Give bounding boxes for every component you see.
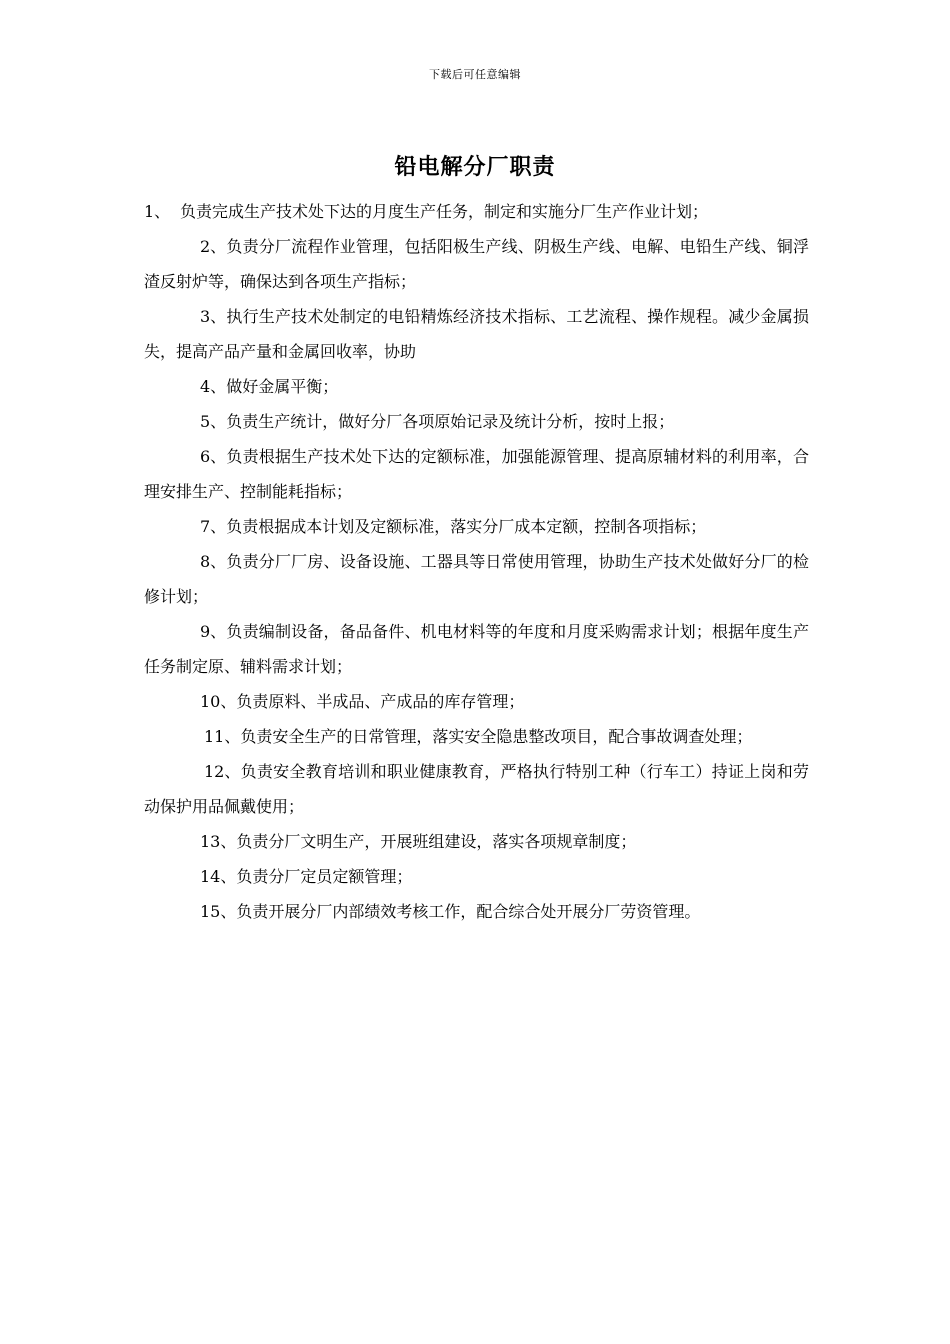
duty-number: 7、	[200, 517, 227, 536]
duty-item-2	[144, 229, 809, 299]
duty-number: 13、	[200, 832, 237, 851]
duty-item-1	[144, 194, 809, 229]
duty-item-11	[144, 719, 809, 754]
download-note: 下载后可任意编辑	[429, 68, 521, 81]
duty-item-8	[144, 544, 809, 614]
duty-number: 11、	[204, 727, 241, 746]
duty-item-9	[144, 614, 809, 684]
duty-number: 15、	[200, 902, 237, 921]
duty-text: 负责分厂定员定额管理；	[236, 867, 413, 886]
duty-number: 9、	[200, 622, 227, 641]
duty-item-4	[144, 369, 809, 404]
duty-text: 负责安全生产的日常管理，落实安全隐患整改项目，配合事故调查处理；	[240, 727, 753, 746]
duty-number: 8、	[200, 552, 227, 571]
duty-item-12	[144, 754, 809, 824]
duty-number: 12、	[204, 762, 241, 781]
duty-number: 1、	[144, 202, 171, 221]
duty-text: 负责根据生产技术处下达的定额标准，加强能源管理、提高原辅材料的利用率，合理安排生产、控制能耗指标；	[144, 447, 809, 501]
duty-number: 2、	[200, 237, 227, 256]
duty-number: 3、	[200, 307, 227, 326]
duty-text: 负责编制设备，备品备件、机电材料等的年度和月度采购需求计划；根据年度生产任务制定原、辅料需求计划；	[144, 622, 809, 676]
duty-text: 负责完成生产技术处下达的月度生产任务，制定和实施分厂生产作业计划；	[180, 202, 709, 221]
duty-number: 4、	[200, 377, 227, 396]
duty-item-5	[144, 404, 809, 439]
duty-text: 执行生产技术处制定的电铅精炼经济技术指标、工艺流程、操作规程。减少金属损失，提高产品产量和金属回收率，协助	[144, 307, 809, 361]
duty-text: 负责安全教育培训和职业健康教育，严格执行特别工种（行车工）持证上岗和劳动保护用品佩戴使用；	[144, 762, 809, 816]
document-title: 铅电解分厂职责	[394, 154, 556, 180]
duty-item-7	[144, 509, 809, 544]
duty-text: 负责生产统计，做好分厂各项原始记录及统计分析，按时上报；	[226, 412, 675, 431]
duty-text: 负责分厂厂房、设备设施、工器具等日常使用管理，协助生产技术处做好分厂的检修计划；	[144, 552, 809, 606]
duty-text: 负责根据成本计划及定额标准，落实分厂成本定额，控制各项指标；	[226, 517, 707, 536]
duty-number: 5、	[200, 412, 227, 431]
duty-number: 6、	[200, 447, 227, 466]
duty-text: 负责原料、半成品、产成品的库存管理；	[236, 692, 525, 711]
duty-item-10	[144, 684, 809, 719]
duty-text: 负责分厂流程作业管理，包括阳极生产线、阴极生产线、电解、电铅生产线、铜浮渣反射炉等，确保达到各项生产指标；	[144, 237, 809, 291]
duty-text: 负责开展分厂内部绩效考核工作，配合综合处开展分厂劳资管理。	[236, 902, 701, 921]
duty-number: 10、	[200, 692, 237, 711]
duty-item-6	[144, 439, 809, 509]
duty-item-3	[144, 299, 809, 369]
duty-number: 14、	[200, 867, 237, 886]
duty-item-14	[144, 859, 809, 894]
duty-list	[144, 194, 809, 929]
duty-item-13	[144, 824, 809, 859]
duty-text: 做好金属平衡；	[226, 377, 339, 396]
duty-text: 负责分厂文明生产，开展班组建设，落实各项规章制度；	[236, 832, 637, 851]
duty-item-15	[144, 894, 809, 929]
